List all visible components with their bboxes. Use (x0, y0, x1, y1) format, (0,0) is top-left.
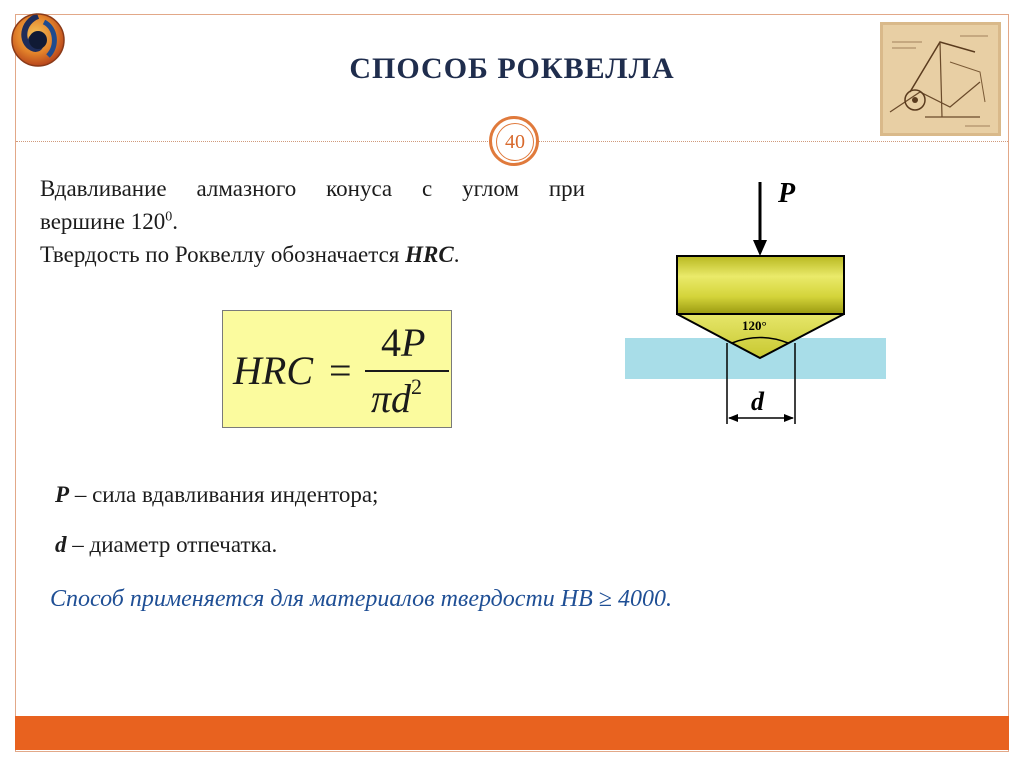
dimension-arrowhead-left (728, 414, 738, 422)
page-number-badge (489, 116, 539, 166)
diameter-label: d (751, 387, 764, 416)
force-label: P (778, 178, 796, 209)
description-line-2: вершине $120^0$. (40, 209, 178, 234)
definition-d: d – диаметр отпечатка. (55, 532, 278, 557)
dimension-arrowhead-right (784, 414, 794, 422)
definition-p: P – сила вдавливания индентора; (55, 482, 379, 507)
slide-title: СПОСОБ РОКВЕЛЛА (349, 52, 675, 85)
page-number: 40 (505, 130, 525, 153)
fraction-bar (365, 370, 449, 372)
bottom-accent-bar (15, 716, 1009, 750)
rockwell-indentation-diagram (610, 160, 910, 440)
description-line-1: Вдавливание алмазного конуса с углом при (40, 176, 585, 201)
formula-lhs: HRC (233, 348, 313, 393)
formula-numerator: 4P (381, 320, 426, 365)
description-line-3: Твердость по Роквеллу обозначается HRC. (40, 242, 460, 267)
hrc-formula (222, 310, 452, 428)
indenter-body (677, 256, 844, 314)
formula-denominator: $\pi d^2$ (371, 374, 423, 421)
description-text (40, 172, 585, 271)
angle-label: 120° (742, 318, 767, 333)
formula-equals: = (329, 348, 352, 393)
force-arrow-head (753, 240, 767, 256)
applicability-note: Способ применяется для материалов твердости НВ ≥ 4000. (50, 586, 672, 612)
